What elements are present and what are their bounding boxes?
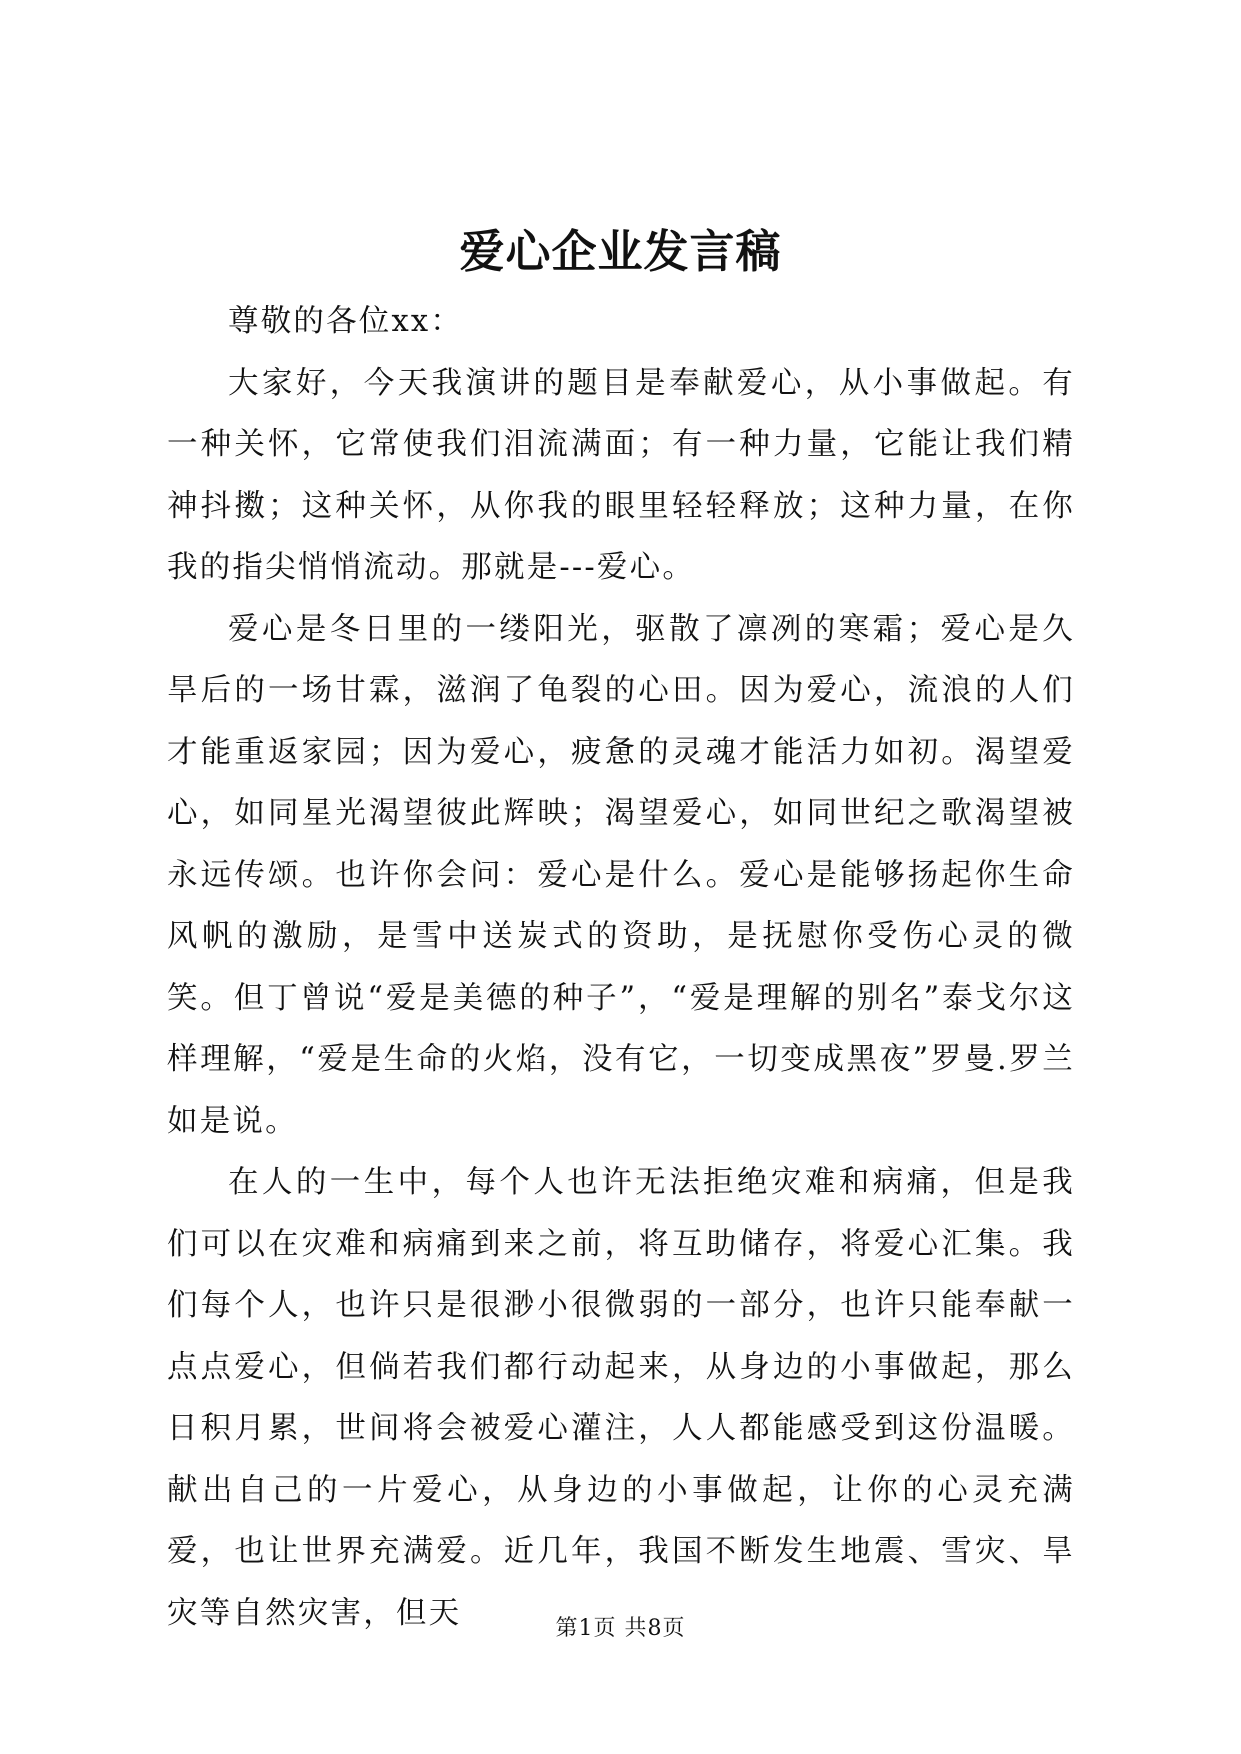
paragraph-life-disasters: 在人的一生中，每个人也许无法拒绝灾难和病痛，但是我们可以在灾难和病痛到来之前，将互助储存，将爱心汇集。我们每个人，也许只是很渺小很微弱的一部分，也许只能奉献一点点爱心，但倘若我们都行动起来，从身边的小事做起，那么日积月累，世间将会被爱心灌注，人人都能感受到这份温暖。献出自己的一片爱心，从身边的小事做起，让你的心灵充满爱，也让世界充满爱。近几年，我国不断发生地震、雪灾、旱灾等自然灾害，但天 <box>167 1165 1075 1631</box>
paragraph-intro: 大家好，今天我演讲的题目是奉献爱心，从小事做起。有一种关怀，它常使我们泪流满面；有一种力量，它能让我们精神抖擞；这种关怀，从你我的眼里轻轻释放；这种力量，在你我的指尖悄悄流动。那就是---爱心。 <box>167 365 1075 585</box>
paragraph-love-definition: 爱心是冬日里的一缕阳光，驱散了凛冽的寒霜；爱心是久旱后的一场甘霖，滋润了龟裂的心田。因为爱心，流浪的人们才能重返家园；因为爱心，疲惫的灵魂才能活力如初。渴望爱心，如同星光渴望彼此辉映；渴望爱心，如同世纪之歌渴望被永远传颂。也许你会问：爱心是什么。爱心是能够扬起你生命风帆的激励，是雪中送炭式的资助，是抚慰你受伤心灵的微笑。但丁曾说“爱是美德的种子”，“爱是理解的别名”泰戈尔这样理解，“爱是生命的火焰，没有它，一切变成黑夜”罗曼.罗兰如是说。 <box>167 611 1075 1139</box>
document-body <box>167 291 1075 1644</box>
document-title: 爱心企业发言稿 <box>459 225 782 278</box>
paragraph-greeting: 尊敬的各位xx： <box>228 304 464 339</box>
page-number-footer: 第1页 共8页 <box>555 1616 686 1641</box>
